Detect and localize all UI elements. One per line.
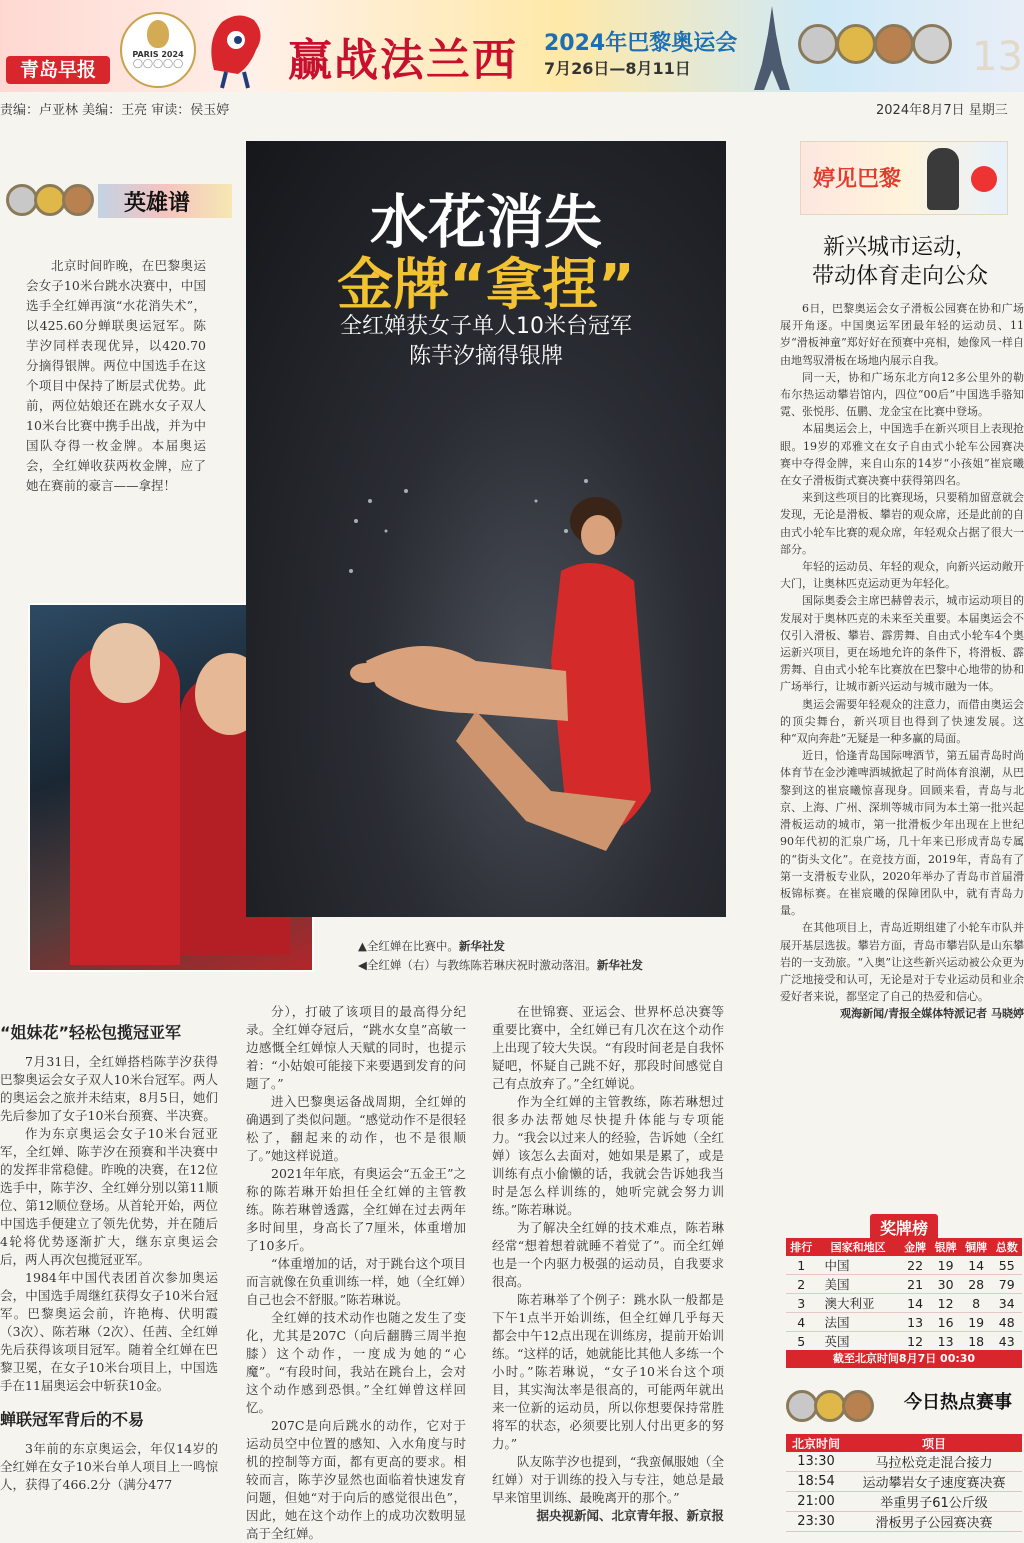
header-cell: 银牌: [930, 1238, 961, 1256]
time-cell: 13:30: [786, 1452, 846, 1472]
rank-cell: 2: [786, 1275, 817, 1294]
paragraph: 作为东京奥运会女子10米台冠亚军，全红婵、陈芋汐在预赛和半决赛中的发挥非常稳健。昨晚的决赛，在12位选手中，陈芋汐、全红婵分别以第11顺位、第12顺位登场。从首轮开始，两位中国选手便建立了领先优势，并在随后4轮将优势逐渐扩大，继东京奥运会后，两人再次包揽冠亚军。: [0, 1126, 218, 1267]
table-row: [786, 1256, 1022, 1275]
event-cell: 举重男子61公斤级: [846, 1492, 1022, 1512]
paragraph: 207C是向后跳水的动作，它对于运动员空中位置的感知、入水角度与时机的控制等方面，都有更高的要求。相较而言，陈芋汐显然也面临着快速发育问题，但她“对于向后的感觉很出色”，因此，她在这个动作上的成功次数明显高于全红婵。: [246, 1418, 466, 1541]
paragraph: 本届奥运会上，中国选手在新兴项目上表现抢眼。19岁的邓雅文在女子自由式小轮车公园赛决赛中夺得金牌，来自山东的14岁“小孩姐”崔宸曦在女子滑板街式赛决赛中获得第四名。: [780, 422, 1024, 488]
flame-icon: [147, 20, 169, 48]
medal-table-header: [786, 1238, 1022, 1256]
medal-table: [786, 1238, 1022, 1351]
medal-table-title: [786, 1214, 1022, 1241]
paragraph: 为了解决全红婵的技术难点，陈若琳经常“想着想着就睡不着觉了”。而全红婵也是一个内驱力极强的运动员，自我要求很高。: [492, 1220, 724, 1289]
paris-logo-text: PARIS 2024: [132, 50, 184, 59]
silver-cell: 13: [930, 1332, 961, 1351]
page-number: 13: [972, 34, 1023, 80]
country-cell: 中国: [817, 1256, 900, 1275]
column-banner-label: 婷见巴黎: [813, 167, 902, 192]
headline-line1: 水花消失: [369, 188, 602, 256]
eiffel-tower-icon: [752, 4, 792, 90]
article-column-3: [492, 1003, 724, 1529]
newspaper-logo: 青岛早报: [6, 56, 110, 84]
paragraph: 进入巴黎奥运备战周期，全红婵的确遇到了类似问题。“感觉动作不是很轻松了，翻起来的动作，也不是很顺了。”她这样说道。: [246, 1094, 466, 1163]
right-article-title-line1: 新兴城市运动，: [822, 235, 977, 260]
total-cell: 34: [991, 1294, 1022, 1313]
time-cell: 21:00: [786, 1492, 846, 1512]
paragraph: 1984年中国代表团首次参加奥运会，中国选手周继红获得女子10米台冠军。巴黎奥运会前，许艳梅、伏明霞（3次）、陈若琳（2次）、任茜、全红婵先后获得该项目冠军。随着全红婵在巴黎卫冕，在女子10米台项目上，中国选手在11届奥运会中斩获10金。: [0, 1270, 218, 1393]
hero-section-label: 英雄谱: [124, 191, 191, 216]
silver-cell: 19: [930, 1256, 961, 1275]
main-photo-caption: [358, 938, 505, 954]
olympic-rings-icon: ◯◯◯◯◯: [132, 59, 184, 69]
time-cell: 23:30: [786, 1512, 846, 1532]
silver-cell: 12: [930, 1294, 961, 1313]
header-cell: 排行: [786, 1238, 817, 1256]
header-cell: 总数: [991, 1238, 1022, 1256]
diver-silhouette-icon: [336, 461, 676, 901]
table-row: [786, 1294, 1022, 1313]
hug-photo-caption: [358, 957, 643, 973]
gold-cell: 14: [900, 1294, 931, 1313]
paragraph: 同一天，协和广场东北方向12多公里外的勒布尔热运动攀岩馆内，四位“00后”中国选手骆知霓、张悦彤、伍鹏、龙金宝在比赛中登场。: [780, 370, 1024, 419]
subheadline-line2: 陈芋汐摘得银牌: [408, 344, 563, 369]
paragraph: 3年前的东京奥运会，年仅14岁的全红婵在女子10米台单人项目上一鸣惊人，获得了466.2分（满分477: [0, 1441, 218, 1492]
gold-cell: 21: [900, 1275, 931, 1294]
table-row: [786, 1472, 1022, 1492]
event-cell: 滑板男子公园赛决赛: [846, 1512, 1022, 1532]
gold-cell: 13: [900, 1313, 931, 1332]
time-cell: 18:54: [786, 1472, 846, 1492]
caption-text: ▲全红婵在比赛中。: [358, 939, 459, 953]
section-heading: “姐妹花”轻松包揽冠亚军: [0, 1023, 182, 1042]
right-article-body: [780, 300, 1024, 1180]
total-cell: 55: [991, 1256, 1022, 1275]
paragraph: 在世锦赛、亚运会、世界杯总决赛等重要比赛中，全红婵已有几次在这个动作上出现了较大失误。“有段时间老是自我怀疑吧，怀疑自己跳不好，那段时间感觉自己有点放弃了。”全红婵说。: [492, 1004, 724, 1091]
paragraph: 作为全红婵的主管教练，陈若琳想过很多办法帮她尽快提升体能与专项能力。“我会以过来人的经验，告诉她（全红婵）该怎么去面对，她如果是累了，或是训练有点小偷懒的话，我就会告诉她我当时是怎么样训练的，她听完就会努力训练。”陈若琳说。: [492, 1094, 724, 1217]
article-column-2: [246, 1003, 466, 1541]
paragraph: 国际奥委会主席巴赫曾表示，城市运动项目的发展对于奥林匹克的未来至关重要。本届奥运会不仅引入滑板、攀岩、霹雳舞、自由式小轮车4个奥运新兴项目，更在场地允许的条件下，将滑板、霹雳舞、自由式小轮车比赛放在巴黎中心地带的协和广场举行，让城市新兴运动与城市融为一体。: [780, 594, 1024, 694]
section-slogan: 赢战法兰西: [288, 35, 518, 86]
table-row: [786, 1275, 1022, 1294]
paragraph: 6日，巴黎奥运会女子滑板公园赛在协和广场展开角逐。中国奥运军团最年轻的运动员、11岁“滑板神童”郑好好在预赛中亮相，她像风一样自由地驾驭滑板在场地内展示自我。: [780, 302, 1024, 367]
country-cell: 法国: [817, 1313, 900, 1332]
event-cell: 马拉松竞走混合接力: [846, 1452, 1022, 1472]
silver-medal-icon: [912, 24, 952, 64]
header-cell: 金牌: [900, 1238, 931, 1256]
rank-cell: 4: [786, 1313, 817, 1332]
medal-table-title-text: 奖牌榜: [870, 1214, 938, 1241]
table-row: [786, 1313, 1022, 1332]
bronze-cell: 19: [961, 1313, 992, 1332]
caption-credit: 新华社发: [596, 958, 643, 972]
schedule-table: [786, 1434, 1022, 1532]
publication-date: 2024年8月7日 星期三: [876, 103, 1008, 118]
byline: 观海新闻/青报全媒体特派记者 马晓婷: [840, 1007, 1024, 1021]
gold-medal-icon: [836, 24, 876, 64]
paragraph: 奥运会需要年轻观众的注意力，而借由奥运会的顶尖舞台，新兴项目也得到了快速发展。这种“双向奔赴”无疑是一种多赢的局面。: [780, 697, 1024, 746]
silver-medal-icon: [798, 24, 838, 64]
total-cell: 79: [991, 1275, 1022, 1294]
silver-cell: 30: [930, 1275, 961, 1294]
paragraph: 2021年年底，有奥运会“五金王”之称的陈若琳开始担任全红婵的主管教练。陈若琳曾透露，全红婵在过去两年多时间里，身高长了7厘米，体重增加了10多斤。: [246, 1166, 466, 1253]
paragraph: 来到这些项目的比赛现场，只要稍加留意就会发现，无论是滑板、攀岩的观众席，还是此前的自由式小轮车比赛的观众席，年轻观众占据了很大一部分。: [780, 491, 1024, 556]
schedule-table-header: [786, 1434, 1022, 1452]
bronze-medal-icon: [874, 24, 914, 64]
medal-table-footnote: 截至北京时间8月7日 00:30: [786, 1350, 1022, 1368]
caption-credit: 新华社发: [458, 939, 505, 953]
schedule-title: 今日热点赛事: [904, 1392, 1012, 1413]
paragraph: “体重增加的话，对于跳台这个项目而言就像在负重训练一样，她（全红婵）自己也会不舒服。”陈若琳说。: [246, 1256, 466, 1307]
caption-text: ◀全红婵（右）与教练陈若琳庆祝时激动落泪。: [358, 958, 597, 972]
table-row: [786, 1452, 1022, 1472]
total-cell: 43: [991, 1332, 1022, 1351]
games-title: 2024年巴黎奥运会: [544, 31, 738, 56]
coach-head: [90, 623, 160, 703]
paragraph: 在其他项目上，青岛近期组建了小轮车市队并展开基层选拔。攀岩方面，青岛市攀岩队是山东攀岩的一支劲旅。“入奥”让这些新兴运动被公众更为广泛地接受和认可，无论是对于专业运动员和业余爱好者来说，都坚定了自己的热爱和信心。: [780, 921, 1024, 1004]
right-article-title-line2: 带动体育走向公众: [811, 264, 988, 289]
paragraph: 年轻的运动员、年轻的观众，向新兴运动敞开大门，让奥林匹克运动更为年轻化。: [780, 560, 1024, 591]
header-cell: 项目: [846, 1434, 1022, 1452]
header-cell: 国家和地区: [817, 1238, 900, 1256]
country-cell: 美国: [817, 1275, 900, 1294]
paragraph: 分），打破了该项目的最高得分纪录。全红婵夺冠后，“跳水女皇”高敏一边感慨全红婵惊人天赋的同时，也提示着：“小姑娘可能接下来要遇到发育的问题了。”: [246, 1004, 466, 1091]
paragraph: 7月31日，全红婵搭档陈芋汐获得巴黎奥运会女子双人10米台冠军。两人的奥运会之旅并未结束，8月5日，她们先后参加了女子10米台预赛、半决赛。: [0, 1054, 218, 1123]
paris-2024-emblem: [120, 12, 196, 88]
header-cell: 北京时间: [786, 1434, 846, 1452]
country-cell: 澳大利亚: [817, 1294, 900, 1313]
main-diving-photo: [246, 141, 726, 917]
paragraph: 全红婵的技术动作也随之发生了变化，尤其是207C（向后翻腾三周半抱膝）这个动作，一度成为她的“心魔”。“有段时间，我站在跳台上，会对这个动作感到恐惧。”全红婵曾这样回忆。: [246, 1310, 466, 1415]
bronze-cell: 14: [961, 1256, 992, 1275]
country-cell: 英国: [817, 1332, 900, 1351]
article-source: 据央视新闻、北京青年报、新京报: [536, 1508, 724, 1523]
paragraph: 陈若琳举了个例子：跳水队一般都是下午1点半开始训练，但全红婵几乎每天都会中午12点出现在训练房，提前开始训练。“这样的话，她就能比其他人多练一个小时。”陈若琳说，“女子10米台这个项目，其实淘汰率是很高的，可能两年就出来一位新的运动员，所以你想要保持常胜将军的状态，必须要比别人付出更多的努力。”: [492, 1292, 724, 1451]
header-cell: 铜牌: [961, 1238, 992, 1256]
bronze-cell: 28: [961, 1275, 992, 1294]
headline-line2: 金牌“拿捏”: [337, 253, 635, 318]
bronze-medal-icon: [842, 1390, 874, 1422]
schedule-header: [786, 1382, 1018, 1428]
silver-cell: 16: [930, 1313, 961, 1332]
reporter-photo: [927, 148, 959, 210]
subheadline-line1: 全红婵获女子单人10米台冠军: [340, 314, 632, 339]
event-cell: 运动攀岩女子速度赛决赛: [846, 1472, 1022, 1492]
ping-pong-paddle-icon: [971, 166, 997, 192]
hero-summary-text: 北京时间昨晚，在巴黎奥运会女子10米台跳水决赛中，中国选手全红婵再演“水花消失术”，以425.60分蝉联奥运冠军。陈芋汐同样表现优异，以420.70分摘得银牌。两位中国选手在这个项目中保持了断层式优势。此前，两位姑娘还在跳水女子双人10米台比赛中携手出战，并为中国队夺得一枚金牌。本届奥运会，全红婵收获两枚金牌，应了她在赛前的豪言——拿捏！: [26, 258, 206, 493]
rank-cell: 5: [786, 1332, 817, 1351]
total-cell: 48: [991, 1313, 1022, 1332]
article-column-1: [0, 1020, 218, 1526]
column-banner: [800, 141, 1008, 215]
games-dates: 7月26日—8月11日: [544, 59, 691, 78]
table-row: [786, 1512, 1022, 1532]
rank-cell: 1: [786, 1256, 817, 1275]
table-row: [786, 1332, 1022, 1351]
phryge-mascot-icon: [200, 10, 270, 90]
table-row: [786, 1492, 1022, 1512]
paragraph: 近日，恰逢青岛国际啤酒节，第五届青岛时尚体育节在金沙滩啤酒城掀起了时尚体育浪潮，从巴黎到这的崔宸曦惊喜现身。回顾来看，青岛与北京、上海、广州、深圳等城市同为本土第一批兴起滑板运动的城市，第一批滑板少年出现在上世纪90年代初的汇泉广场，几十年来已形成青岛专属的“街头文化”。在竞技方面，2019年，青岛有了第一支滑板专业队，2020年举办了青岛市首届滑板锦标赛。在崔宸曦的保障团队中，就有青岛力量。: [780, 749, 1024, 918]
editor-credits: 责编：卢亚林 美编：王亮 审读：侯玉婷: [0, 103, 230, 118]
section-heading: 蝉联冠军背后的不易: [0, 1410, 145, 1429]
rank-cell: 3: [786, 1294, 817, 1313]
gold-cell: 22: [900, 1256, 931, 1275]
paragraph: 队友陈芋汐也提到，“我蛮佩服她（全红婵）对于训练的投入与专注，她总是最早来馆里训练、最晚离开的那个。”: [492, 1454, 724, 1505]
hero-section-header: [6, 178, 234, 226]
gold-cell: 12: [900, 1332, 931, 1351]
masthead-banner: [0, 0, 1024, 92]
bronze-medal-icon: [62, 184, 94, 216]
bronze-cell: 8: [961, 1294, 992, 1313]
bronze-cell: 18: [961, 1332, 992, 1351]
